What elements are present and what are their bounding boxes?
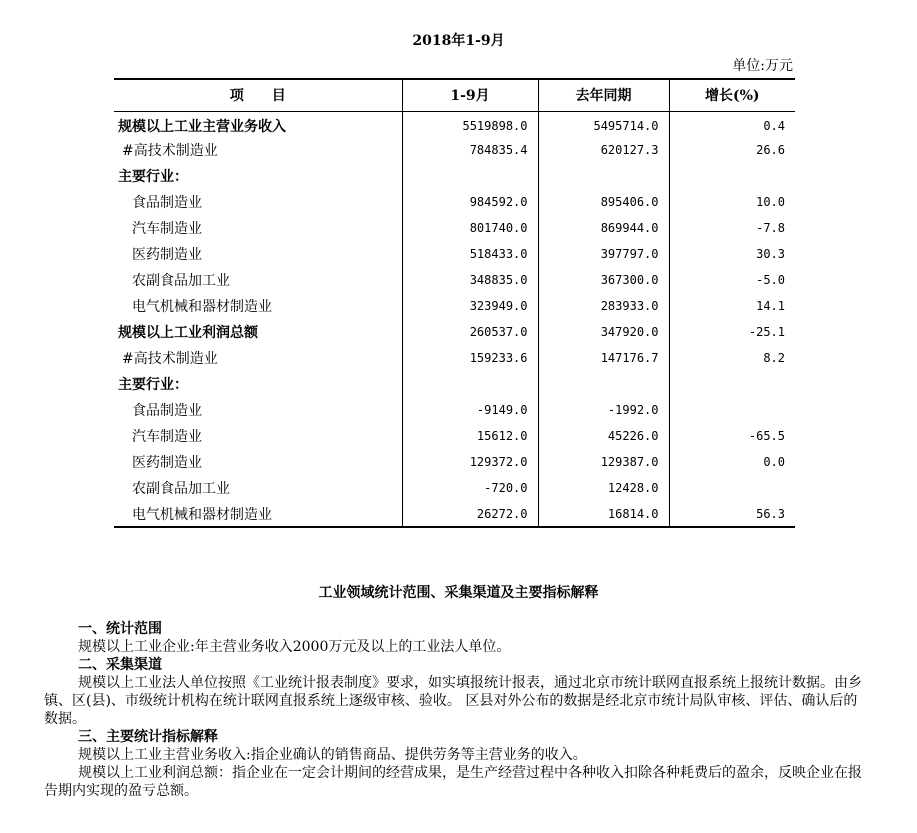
row-previous-value: 367300.0 (538, 267, 669, 293)
table-body (114, 111, 795, 527)
row-growth-value: -25.1 (669, 319, 795, 345)
row-growth-value: 14.1 (669, 293, 795, 319)
row-current-value: 323949.0 (402, 293, 538, 319)
row-item-name: 汽车制造业 (132, 221, 202, 237)
row-item-name: 农副食品加工业 (132, 481, 230, 497)
table-row (114, 449, 795, 475)
table-row (114, 267, 795, 293)
header-growth: 增长(%) (669, 79, 795, 111)
table-row (114, 111, 795, 137)
row-item-name: 电气机械和器材制造业 (114, 501, 402, 527)
row-item-name: 医药制造业 (132, 455, 202, 471)
row-item-name: 食品制造业 (132, 403, 202, 419)
table-header-row (114, 79, 795, 111)
row-current-value (402, 371, 538, 397)
notes-section-heading: 一、统计范围 (78, 621, 162, 637)
table-row (114, 501, 795, 527)
row-previous-value: 397797.0 (538, 241, 669, 267)
table-row (114, 137, 795, 163)
notes-title: 工业领域统计范围、采集渠道及主要指标解释 (318, 585, 599, 601)
row-previous-value (538, 371, 669, 397)
table-row (114, 475, 795, 501)
row-growth-value: 10.0 (669, 189, 795, 215)
row-previous-value: 45226.0 (538, 423, 669, 449)
row-item-name: 医药制造业 (132, 247, 202, 263)
row-item-name: 主要行业： (118, 169, 188, 185)
row-previous-value: 129387.0 (538, 449, 669, 475)
row-growth-value: 0.0 (669, 449, 795, 475)
row-previous-value: 16814.0 (538, 501, 669, 527)
report-period-title: 2018年1-9月 (412, 33, 505, 49)
row-growth-value (669, 163, 795, 189)
table-row (114, 423, 795, 449)
table-row (114, 163, 795, 189)
table-row (114, 319, 795, 345)
row-current-value: 15612.0 (402, 423, 538, 449)
header-item: 项 目 (114, 79, 402, 111)
table-row (114, 293, 795, 319)
row-current-value: 784835.4 (402, 137, 538, 163)
row-current-value: 348835.0 (402, 267, 538, 293)
row-current-value (402, 163, 538, 189)
row-item-name: 规模以上工业主营业务收入 (118, 119, 286, 136)
row-item-name: 主要行业： (118, 377, 188, 393)
row-previous-value: 869944.0 (538, 215, 669, 241)
row-current-value: 5519898.0 (402, 111, 538, 137)
table-row (114, 397, 795, 423)
notes-section (44, 620, 864, 800)
row-current-value: 159233.6 (402, 345, 538, 371)
row-current-value: 129372.0 (402, 449, 538, 475)
notes-paragraph: 规模以上工业企业:年主营业务收入2000万元及以上的工业法人单位。 (78, 639, 511, 655)
row-growth-value: -65.5 (669, 423, 795, 449)
table-row (114, 215, 795, 241)
row-growth-value (669, 397, 795, 423)
row-previous-value: 147176.7 (538, 345, 669, 371)
row-previous-value: 283933.0 (538, 293, 669, 319)
row-current-value: 984592.0 (402, 189, 538, 215)
row-growth-value: -7.8 (669, 215, 795, 241)
row-previous-value: 620127.3 (538, 137, 669, 163)
row-item-name: 规模以上工业利润总额 (118, 325, 258, 341)
notes-paragraph: 规模以上工业利润总额：指企业在一定会计期间的经营成果，是生产经营过程中各种收入扣除各种耗费后的盈余，反映企业在报告期内实现的盈亏总额。 (44, 765, 862, 799)
statistics-table (114, 78, 795, 528)
row-item-name: 食品制造业 (132, 195, 202, 211)
row-growth-value: 56.3 (669, 501, 795, 527)
row-growth-value (669, 475, 795, 501)
row-current-value: 801740.0 (402, 215, 538, 241)
table-row (114, 241, 795, 267)
row-growth-value: 26.6 (669, 137, 795, 163)
row-item-name: 农副食品加工业 (132, 273, 230, 289)
unit-label: 单位:万元 (732, 58, 793, 74)
notes-section-heading: 二、采集渠道 (78, 657, 162, 673)
row-previous-value (538, 163, 669, 189)
row-growth-value (669, 371, 795, 397)
row-current-value: 260537.0 (402, 319, 538, 345)
row-current-value: -720.0 (402, 475, 538, 501)
row-previous-value: 347920.0 (538, 319, 669, 345)
row-current-value: 518433.0 (402, 241, 538, 267)
row-previous-value: 12428.0 (538, 475, 669, 501)
row-item-name: #高技术制造业 (122, 143, 218, 159)
row-growth-value: 30.3 (669, 241, 795, 267)
table-row (114, 189, 795, 215)
row-item-name: 汽车制造业 (132, 429, 202, 445)
row-previous-value: -1992.0 (538, 397, 669, 423)
row-previous-value: 895406.0 (538, 189, 669, 215)
table-row (114, 371, 795, 397)
row-growth-value: 8.2 (669, 345, 795, 371)
row-current-value: 26272.0 (402, 501, 538, 527)
row-item-name: #高技术制造业 (122, 351, 218, 367)
row-previous-value: 5495714.0 (538, 111, 669, 137)
table-row (114, 345, 795, 371)
row-current-value: -9149.0 (402, 397, 538, 423)
notes-section-heading: 三、主要统计指标解释 (78, 729, 218, 745)
row-growth-value: 0.4 (669, 111, 795, 137)
header-current-period: 1-9月 (402, 79, 538, 111)
notes-paragraph: 规模以上工业法人单位按照《工业统计报表制度》要求，如实填报统计报表，通过北京市统计联网直报系统上报统计数据。由乡镇、区(县)、市级统计机构在统计联网直报系统上逐级审核、验收。 区县对外公布的数据是经北京市统计局队审核、评估、确认后的数据。 (44, 675, 862, 727)
row-growth-value: -5.0 (669, 267, 795, 293)
row-item-name: 电气机械和器材制造业 (132, 299, 272, 315)
header-previous-period: 去年同期 (538, 79, 669, 111)
notes-paragraph: 规模以上工业主营业务收入:指企业确认的销售商品、提供劳务等主营业务的收入。 (78, 747, 587, 763)
